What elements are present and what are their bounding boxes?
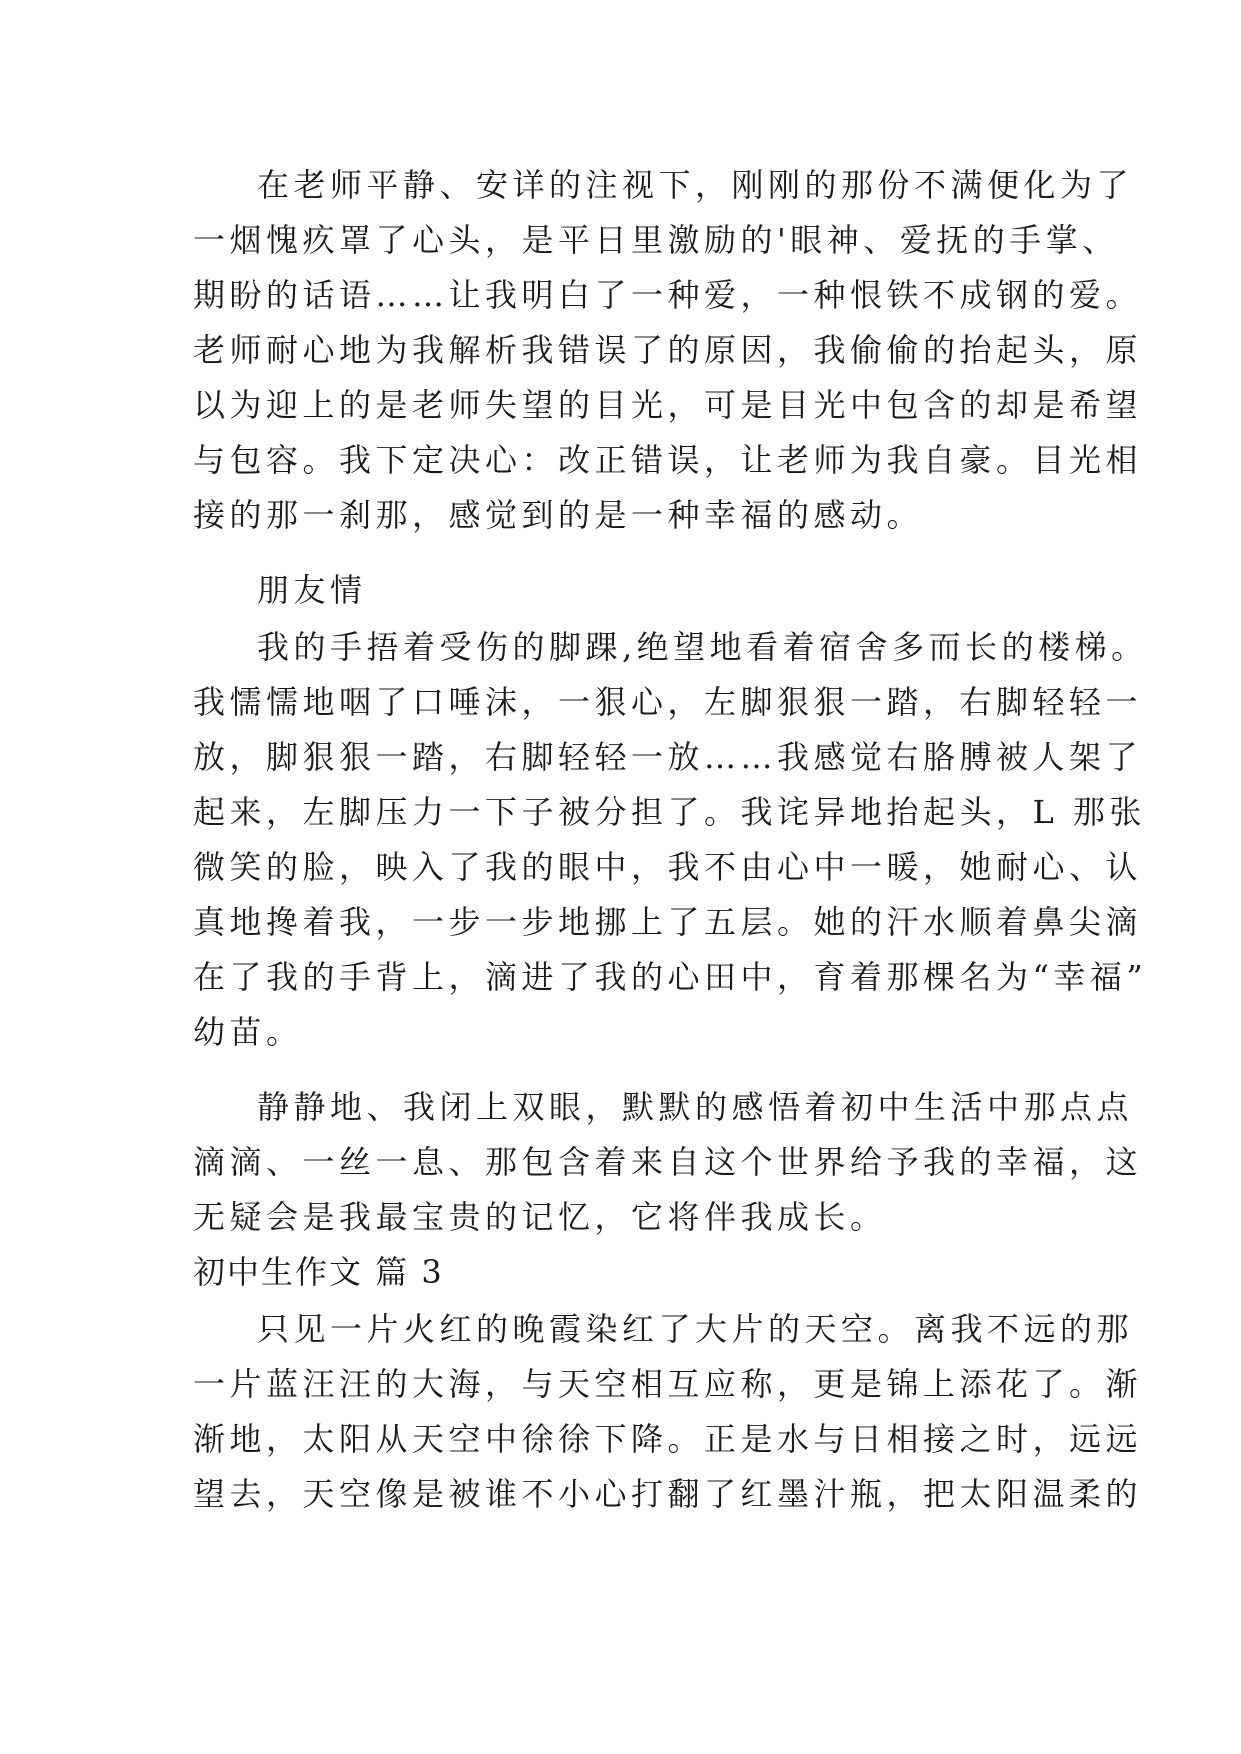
text-line: 期盼的话语……让我明白了一种爱，一种恨铁不成钢的爱。 — [193, 276, 1143, 314]
text-line: 起来，左脚压力一下子被分担了。我诧异地抬起头，L 那张 — [193, 793, 1146, 831]
text-line: 在了我的手背上，滴进了我的心田中，育着那棵名为“幸福” — [193, 958, 1148, 996]
text-line: 无疑会是我最宝贵的记忆，它将伴我成长。 — [193, 1198, 887, 1236]
text-line: 微笑的脸，映入了我的眼中，我不由心中一暖，她耐心、认 — [193, 848, 1143, 886]
text-line: 静静地、我闭上双眼，默默的感悟着初中生活中那点点 — [257, 1088, 1134, 1126]
text-line: 只见一片火红的晚霞染红了大片的天空。离我不远的那 — [257, 1310, 1134, 1348]
text-line: 接的那一刹那，感觉到的是一种幸福的感动。 — [193, 496, 924, 534]
text-line: 在老师平静、安详的注视下，刚刚的那份不满便化为了 — [257, 166, 1134, 204]
text-line: 我懦懦地咽了口唾沫，一狠心，左脚狠狠一踏，右脚轻轻一 — [193, 683, 1143, 721]
text-line: 真地搀着我，一步一步地挪上了五层。她的汗水顺着鼻尖滴 — [193, 903, 1143, 941]
text-line: 以为迎上的是老师失望的目光，可是目光中包含的却是希望 — [193, 386, 1143, 424]
text-line: 老师耐心地为我解析我错误了的原因，我偷偷的抬起头，原 — [193, 331, 1143, 369]
text-line: 幼苗。 — [193, 1013, 303, 1051]
text-line: 与包容。我下定决心：改正错误，让老师为我自豪。目光相 — [193, 441, 1143, 479]
text-line: 滴滴、一丝一息、那包含着来自这个世界给予我的幸福，这 — [193, 1143, 1143, 1181]
text-line: 一片蓝汪汪的大海，与天空相互应称，更是锦上添花了。渐 — [193, 1365, 1143, 1403]
article-heading: 初中生作文 篇 3 — [193, 1253, 444, 1291]
text-line: 我的手捂着受伤的脚踝,绝望地看着宿舍多而长的楼梯。 — [257, 628, 1148, 666]
text-line: 渐地，太阳从天空中徐徐下降。正是水与日相接之时，远远 — [193, 1420, 1143, 1458]
section-heading: 朋友情 — [257, 571, 367, 609]
text-line: 一烟愧疚罩了心头，是平日里激励的'眼神、爱抚的手掌、 — [193, 221, 1119, 259]
text-line: 望去，天空像是被谁不小心打翻了红墨汁瓶，把太阳温柔的 — [193, 1475, 1143, 1513]
text-line: 放，脚狠狠一踏，右脚轻轻一放……我感觉右胳膊被人架了 — [193, 738, 1143, 776]
